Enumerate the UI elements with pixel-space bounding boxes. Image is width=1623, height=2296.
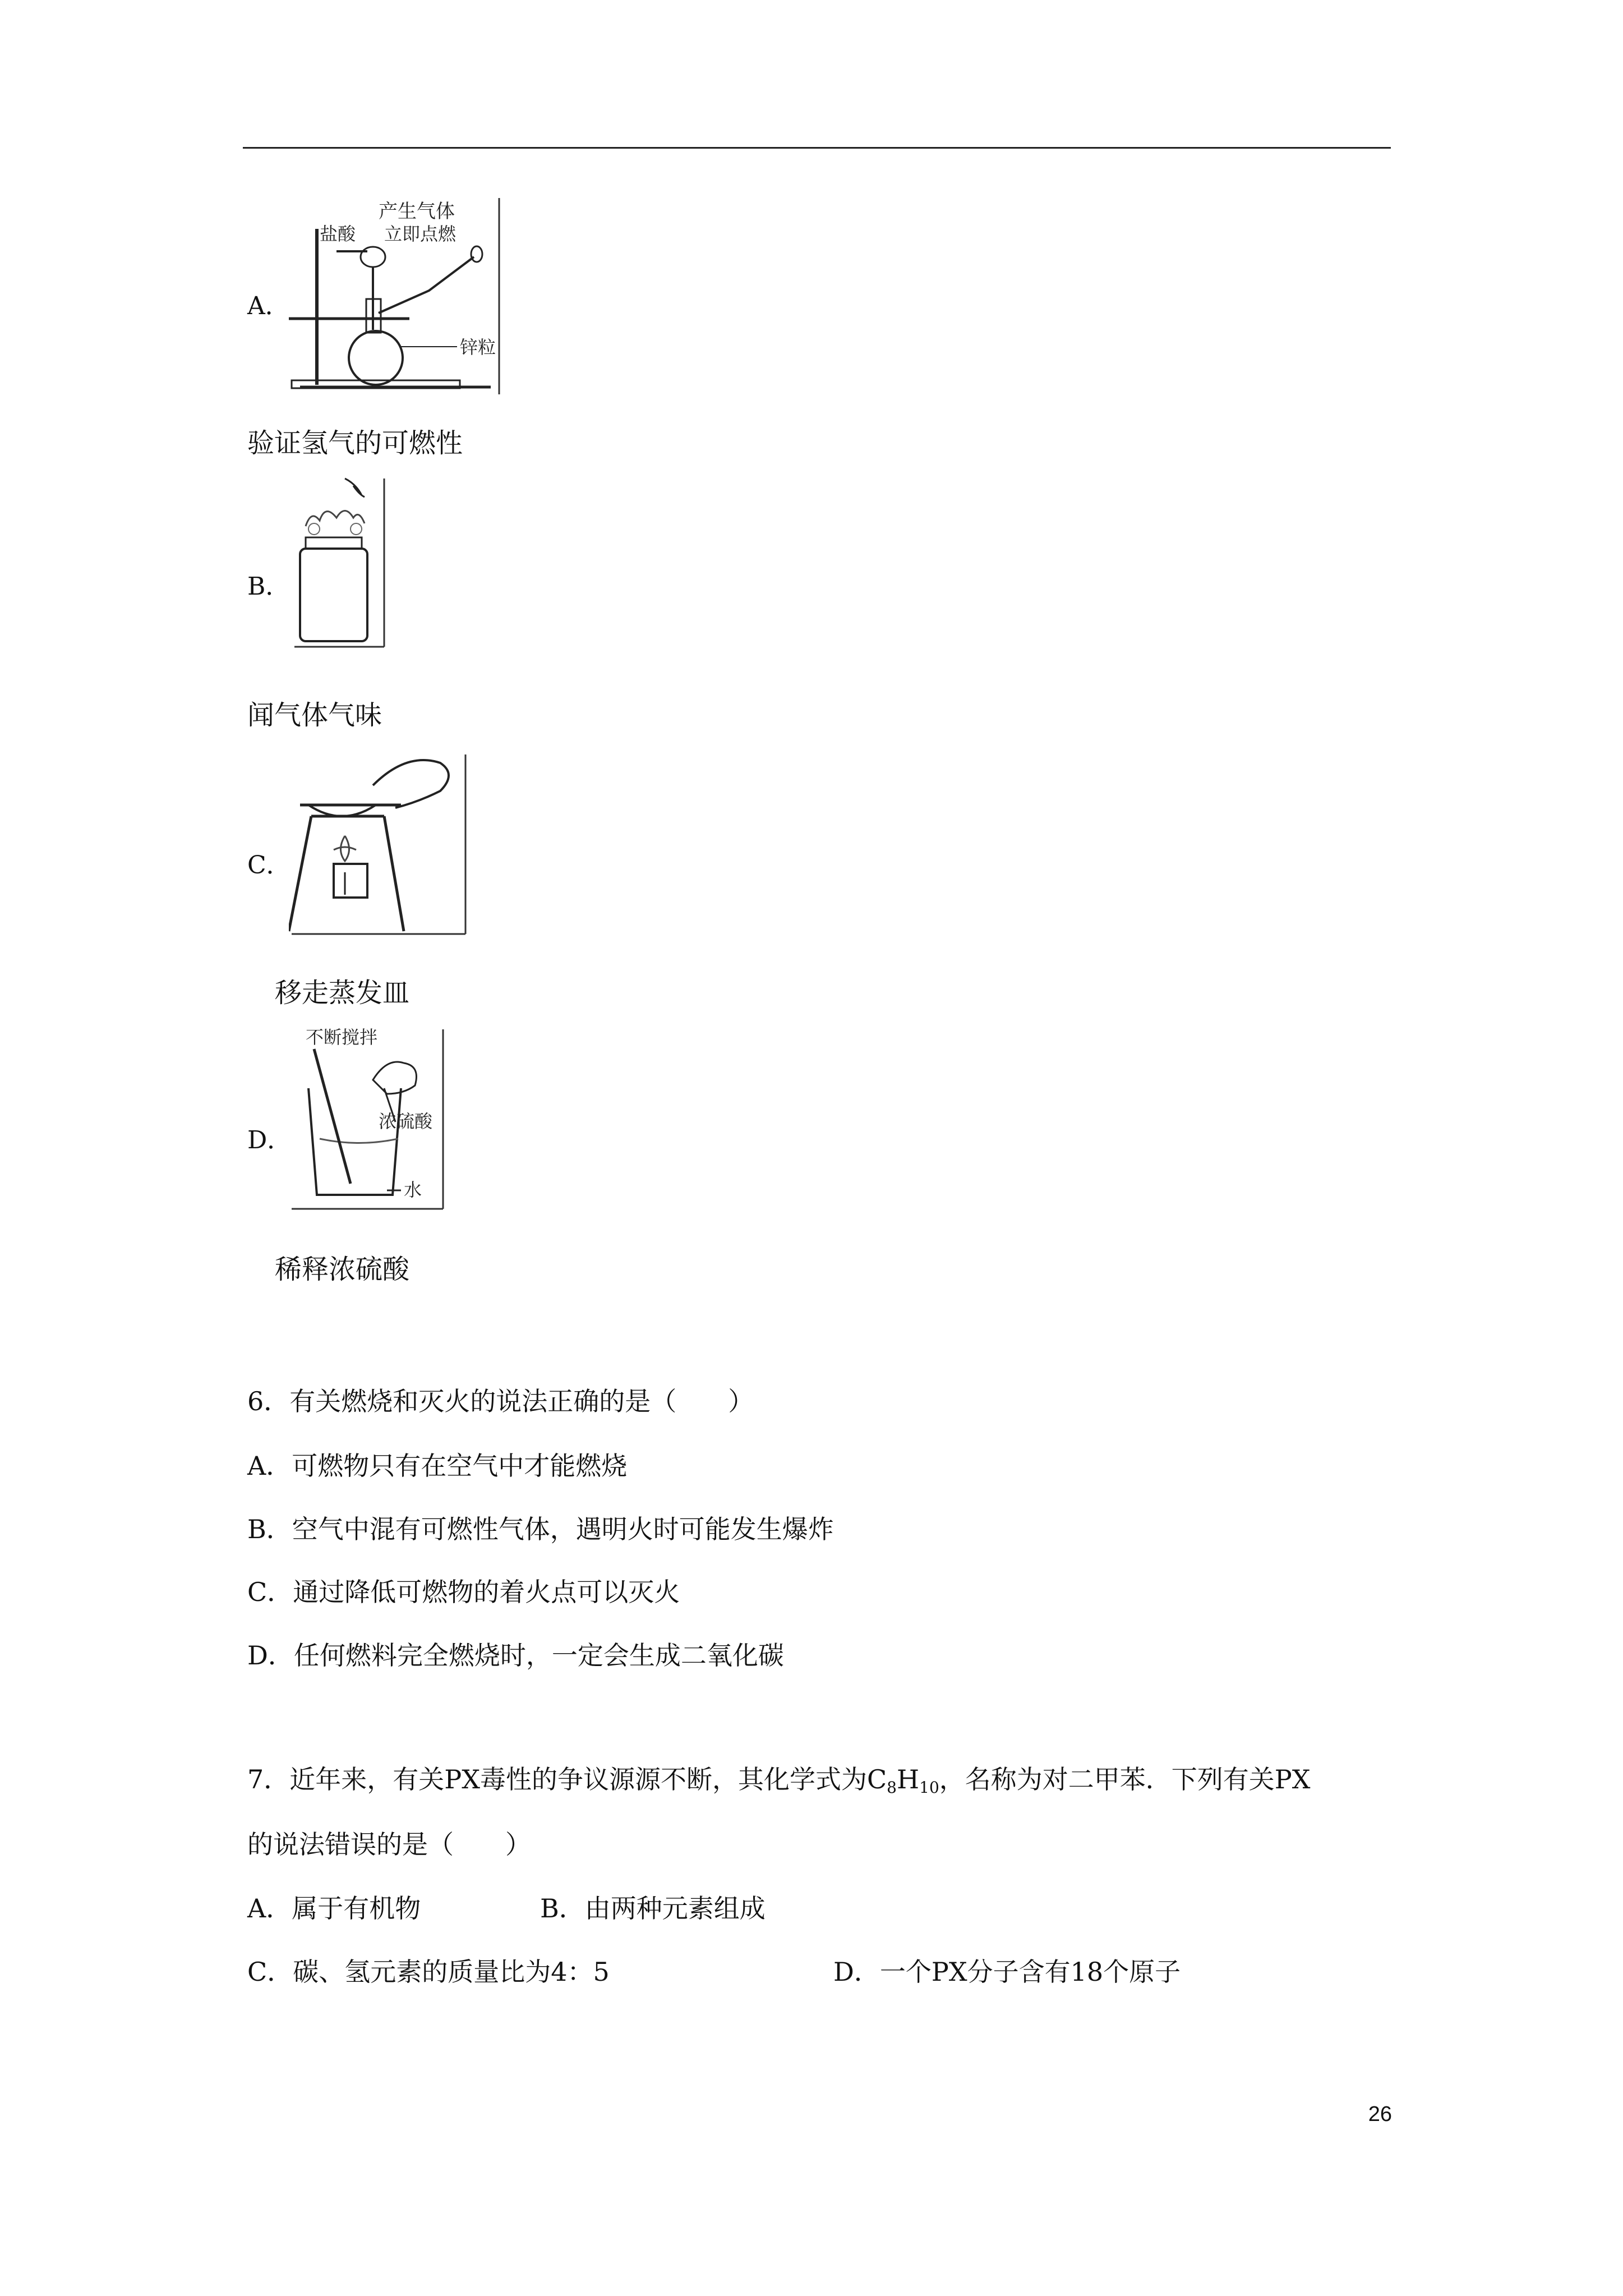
figure-d-caption: 稀释浓硫酸 — [275, 1254, 410, 1285]
q7-option-d: D．一个PX分子含有18个原子 — [833, 1957, 1181, 1987]
option-c-letter: C． — [247, 851, 291, 880]
label-ignite: 立即点燃 — [384, 223, 457, 245]
figure-a-caption: 验证氢气的可燃性 — [247, 427, 463, 459]
figure-a-hydrogen-apparatus — [289, 195, 502, 397]
q6-option-d: D．任何燃料完全燃烧时，一定会生成二氧化碳 — [247, 1640, 784, 1671]
q7-option-a: A．属于有机物 — [247, 1893, 421, 1924]
label-zinc: 锌粒 — [460, 337, 496, 358]
figure-b-smell-gas — [289, 476, 390, 650]
q7-option-c: C．碳、氢元素的质量比为4：5 — [247, 1957, 610, 1987]
q7-stem-line2: 的说法错误的是（ ） — [247, 1829, 531, 1860]
label-acid: 盐酸 — [320, 223, 356, 245]
label-conc-acid: 浓硫酸 — [379, 1111, 433, 1132]
q6-option-b: B．空气中混有可燃性气体，遇明火时可能发生爆炸 — [247, 1514, 834, 1544]
page-number: 26 — [1368, 2102, 1392, 2126]
option-d-letter: D． — [247, 1126, 292, 1154]
q7-stem-part3: ，名称为对二甲苯．下列有关PX — [939, 1764, 1311, 1795]
figure-d-dilute-acid — [289, 1027, 446, 1212]
label-stir: 不断搅拌 — [306, 1027, 378, 1048]
q7-option-b: B．由两种元素组成 — [540, 1893, 766, 1924]
q6-option-a: A．可燃物只有在空气中才能燃烧 — [247, 1451, 628, 1481]
q6-stem: 6．有关燃烧和灭火的说法正确的是（ ） — [247, 1386, 754, 1416]
label-water: 水 — [404, 1179, 422, 1200]
q7-stem-line1 — [247, 1763, 1310, 1805]
q7-subscript-10: 10 — [919, 1778, 939, 1797]
figure-c-caption: 移走蒸发皿 — [275, 977, 410, 1009]
q7-stem-part1: 7．近年来，有关PX毒性的争议源源不断，其化学式为C — [247, 1764, 887, 1795]
q7-stem-part2: H — [897, 1764, 920, 1795]
q6-option-c: C．通过降低可燃物的着火点可以灭火 — [247, 1577, 680, 1607]
header-rule — [243, 147, 1391, 149]
q7-subscript-8: 8 — [887, 1778, 897, 1797]
figure-b-caption: 闻气体气味 — [247, 700, 382, 731]
figure-c-evaporating-dish — [289, 752, 468, 937]
label-gas: 产生气体 — [379, 200, 455, 223]
option-b-letter: B． — [247, 572, 291, 601]
option-a-letter: A． — [247, 292, 290, 320]
